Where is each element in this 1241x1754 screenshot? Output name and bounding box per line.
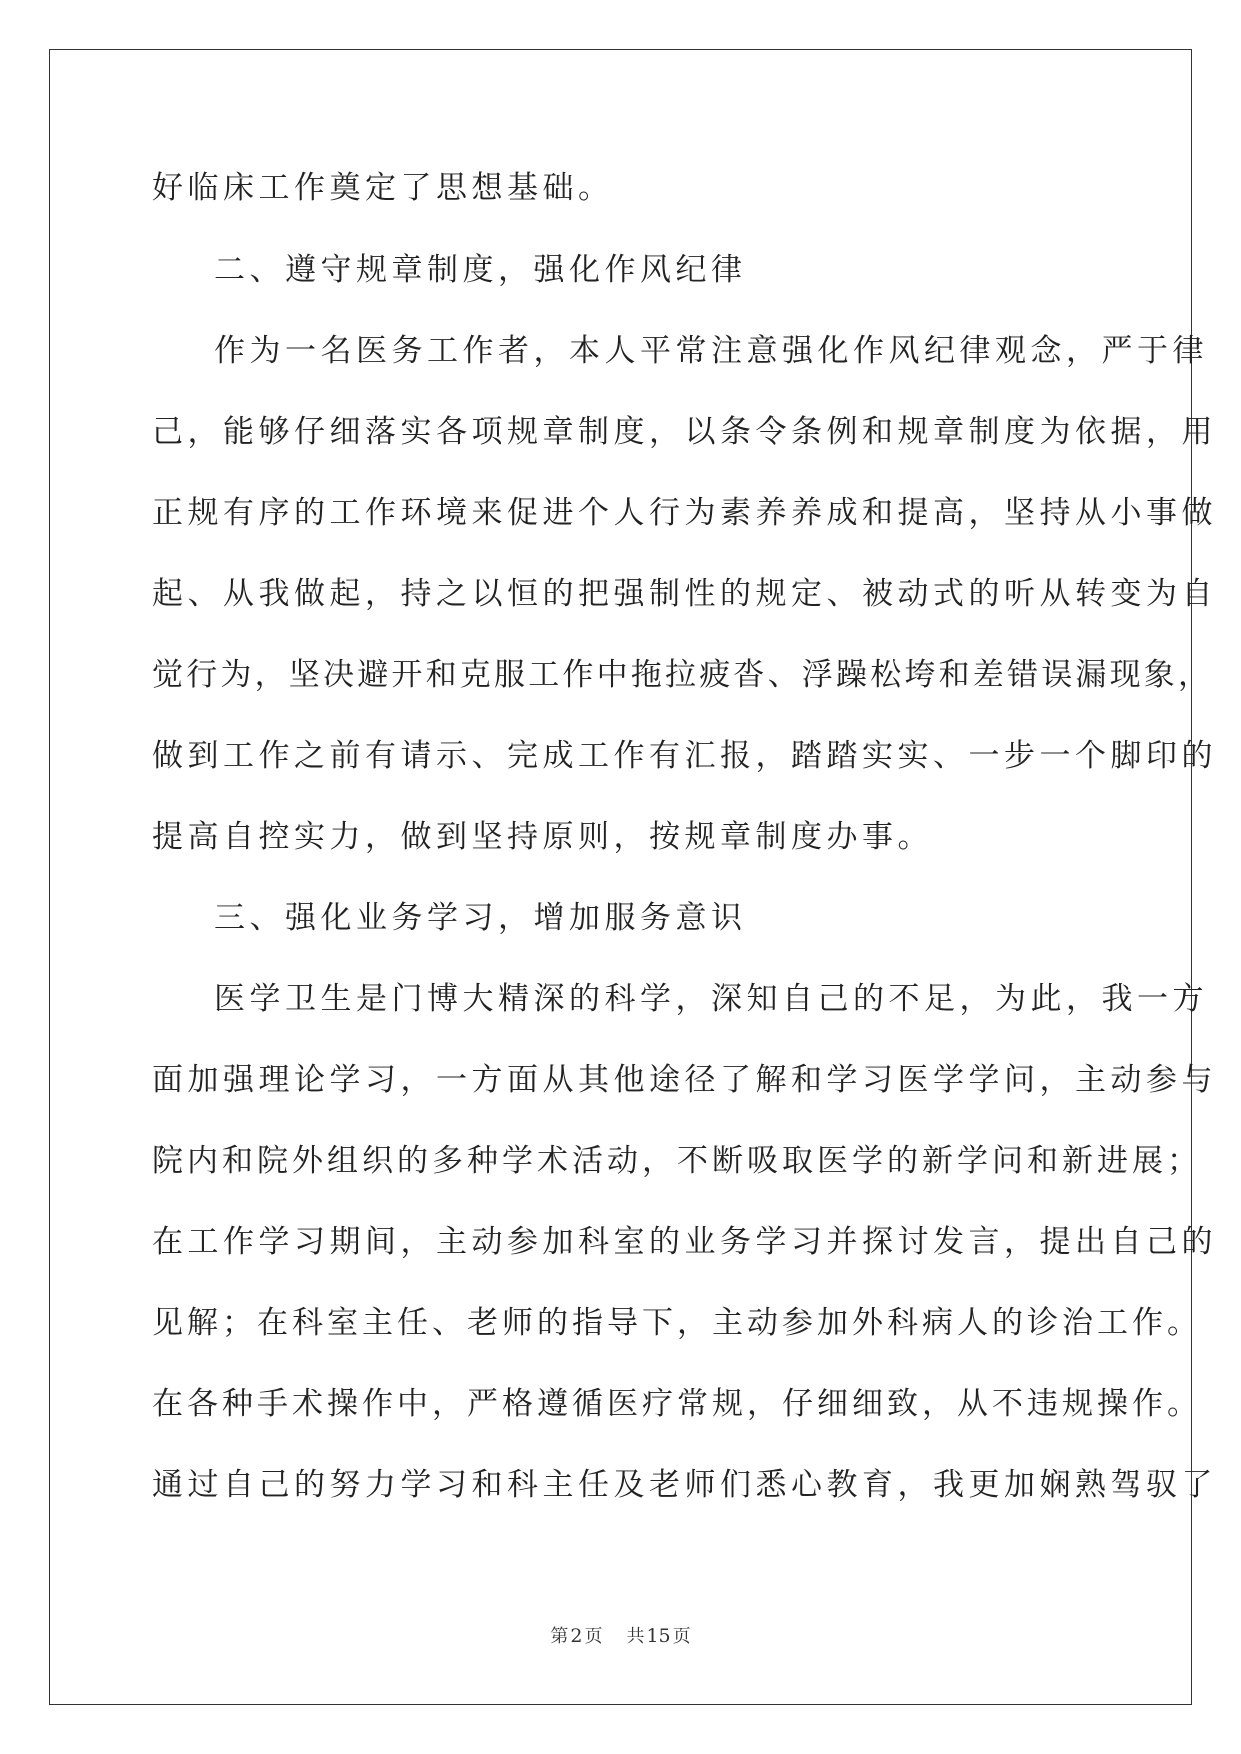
- text-line-6: 起、从我做起，持之以恒的把强制性的规定、被动式的听从转变为自: [152, 576, 1217, 612]
- text-line-9: 提高自控实力，做到坚持原则，按规章制度办事。: [152, 819, 933, 855]
- text-line-13: 院内和院外组织的多种学术活动，不断吸取医学的新学问和新进展；: [152, 1143, 1202, 1179]
- text-line-4: 己，能够仔细落实各项规章制度，以条令条例和规章制度为依据，用: [152, 414, 1217, 450]
- text-line-12: 面加强理论学习，一方面从其他途径了解和学习医学学问，主动参与: [152, 1062, 1217, 1098]
- text-line-7: 觉行为，坚决避开和克服工作中拖拉疲沓、浮躁松垮和差错误漏现象，: [152, 657, 1213, 693]
- text-line-3: 作为一名医务工作者，本人平常注意强化作风纪律观念，严于律: [214, 333, 1208, 369]
- text-line-8: 做到工作之前有请示、完成工作有汇报，踏踏实实、一步一个脚印的: [152, 738, 1217, 774]
- text-line-15: 见解；在科室主任、老师的指导下，主动参加外科病人的诊治工作。: [152, 1305, 1202, 1341]
- page-footer: [0, 1624, 1241, 1649]
- section-heading-3: 三、强化业务学习，增加服务意识: [214, 900, 747, 936]
- text-line-5: 正规有序的工作环境来促进个人行为素养养成和提高，坚持从小事做: [152, 495, 1217, 531]
- section-heading-2: 二、遵守规章制度，强化作风纪律: [214, 252, 747, 288]
- page-border: [49, 49, 1192, 1705]
- page-total: 共 15 页: [626, 1625, 691, 1647]
- text-line-14: 在工作学习期间，主动参加科室的业务学习并探讨发言，提出自己的: [152, 1224, 1217, 1260]
- text-line-17: 通过自己的努力学习和科主任及老师们悉心教育，我更加娴熟驾驭了: [152, 1467, 1217, 1503]
- text-line-1: 好临床工作奠定了思想基础。: [152, 170, 614, 206]
- text-line-16: 在各种手术操作中，严格遵循医疗常规，仔细细致，从不违规操作。: [152, 1386, 1202, 1422]
- text-line-11: 医学卫生是门博大精深的科学，深知自己的不足，为此，我一方: [214, 981, 1208, 1017]
- page-number: 第 2 页: [550, 1625, 603, 1647]
